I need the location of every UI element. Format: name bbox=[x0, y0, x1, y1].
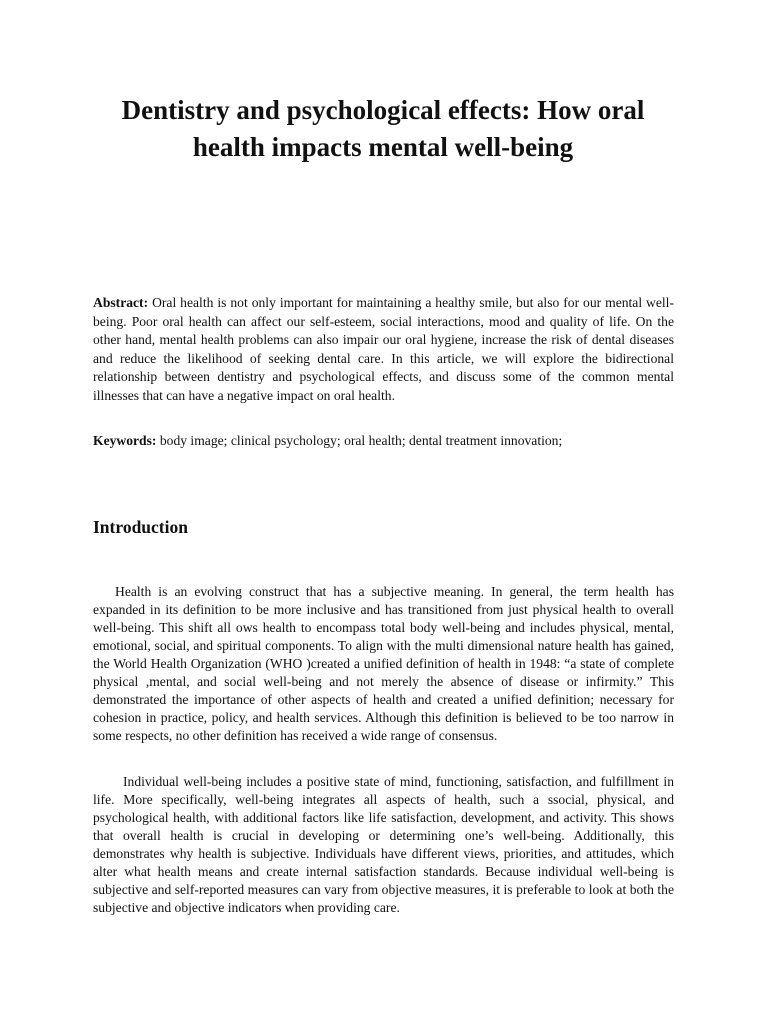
keywords-text: body image; clinical psychology; oral health; dental treatment innovation; bbox=[159, 433, 563, 448]
keywords bbox=[93, 432, 674, 451]
keywords-label: Keywords: bbox=[93, 433, 157, 448]
abstract bbox=[93, 294, 674, 406]
paper-title: Dentistry and psychological effects: How oral health impacts mental well-being bbox=[121, 95, 645, 162]
abstract-label: Abstract: bbox=[93, 295, 149, 310]
body-paragraph: Health is an evolving construct that has a subjective meaning. In general, the term health has expanded in its definition to be more inclusive and has transitioned from just physical health to overall well-being. This shift all ows health to encompass total body well-being and includes physical, mental, emotional, social, and spiritual components. To align with the multi dimensional nature health has gained, the World Health Organization (WHO )created a unified definition of health in 1948: “a state of complete physical ,mental, and social well-being and not merely the absence of disease or infirmity.” This demonstrated the importance of other aspects of health and created a unified definition; necessary for cohesion in practice, policy, and health services. Although this definition is believed to be too narrow in some respects, no other definition has received a wide range of consensus. bbox=[93, 584, 674, 743]
abstract-text: Oral health is not only important for maintaining a healthy smile, but also for our mental well-being. Poor oral health can affect our self-esteem, social interactions, mood and quality of life. On the other hand, mental health problems can also impair our oral hygiene, increase the risk of dental diseases and reduce the likelihood of seeking dental care. In this article, we will explore the bidirectional relationship between dentistry and psychological effects, and discuss some of the common mental illnesses that can have a negative impact on oral health. bbox=[93, 295, 674, 403]
section-heading-introduction: Introduction bbox=[93, 517, 188, 537]
body-paragraph: Individual well-being includes a positive state of mind, functioning, satisfaction, and fulfillment in life. More specifically, well-being integrates all aspects of health, such a ssocial, physical, and psychological health, with additional factors like life satisfaction, development, and activity. This shows that overall health is crucial in developing or determining one’s well-being. Additionally, this demonstrates why health is subjective. Individuals have different views, priorities, and attitudes, which alter what health means and create internal satisfaction standards. Because individual well-being is subjective and self-reported measures can vary from objective measures, it is preferable to look at both the subjective and objective indicators when providing care. bbox=[93, 774, 674, 915]
